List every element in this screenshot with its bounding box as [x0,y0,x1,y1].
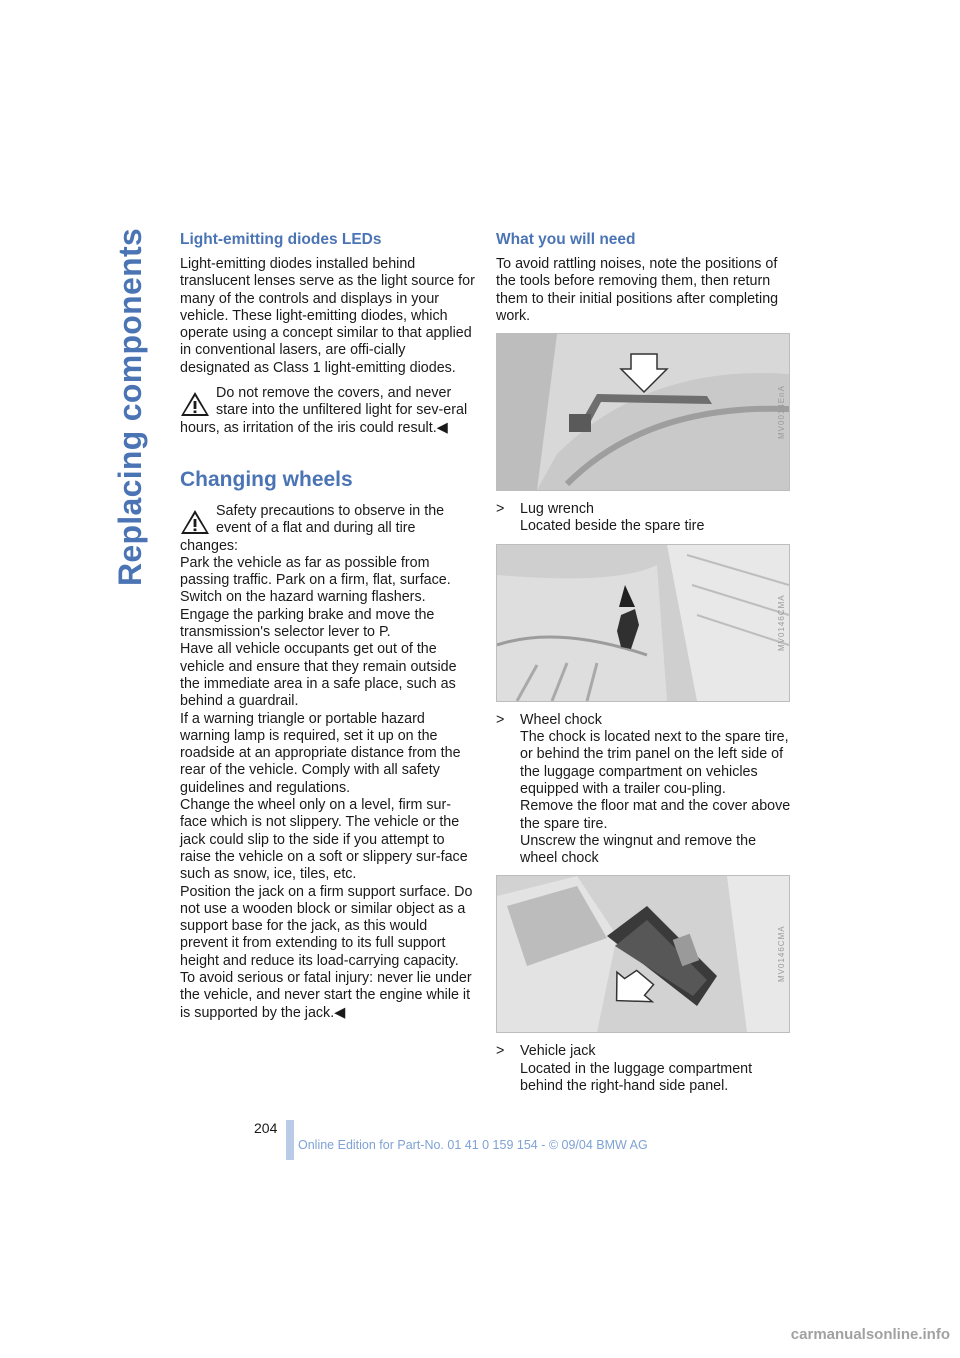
led-paragraph: Light-emitting diodes installed behind translucent lenses serve as the light source for many of the controls and displays in your vehicle. These light-emitting diodes, which operate using a concept similar to that applied in conventional lasers, are offi-cially designated as Class 1 light-emitting diodes. [180,256,475,376]
item-line: Unscrew the wingnut and remove the wheel chock [520,832,757,867]
bullet-marker: > [496,501,505,518]
wheels-warning [180,503,476,1022]
led-heading: Light-emitting diodes LEDs [180,231,382,248]
led-warning [180,385,476,437]
page-number: 204 [254,1120,278,1136]
right-column [496,230,792,1095]
wheels-line: Position the jack on a firm support surface. Do not use a wooden block or similar object as a support base for the jack, as this would prevent it from extending to its full support height and reduce its load-carrying capacity. [180,883,473,969]
wheel-chock-photo [496,544,790,702]
warning-triangle-icon [180,509,210,535]
image-code: MV0146CMA [777,594,786,652]
wheels-line: Park the vehicle as far as possible from passing traffic. Park on a firm, flat, surface. [180,554,451,589]
section-side-title [112,228,156,588]
item-line: The chock is located next to the spare tire, or behind the trim panel on the left side of the luggage compartment on vehicles equipped with a trailer cou-pling. [520,729,789,797]
lug-wrench-photo [496,333,790,491]
item-line: Vehicle jack [520,1043,596,1060]
left-column [180,230,476,1022]
list-item [496,712,792,868]
wheels-line: Engage the parking brake and move the transmission's selector lever to P. [180,606,435,641]
site-watermark: carmanualsonline.info [790,1326,950,1343]
item-line: Remove the floor mat and the cover above the spare tire. [520,798,791,832]
wheels-warning-intro: Safety precautions to observe in the event of a flat and during all tire changes: [180,502,445,554]
what-you-need-heading: What you will need [496,231,636,248]
item-line: Wheel chock [520,711,602,728]
image-code: MV0014EnA [777,385,786,440]
item-line: Located in the luggage compartment behind the right-hand side panel. [520,1060,753,1095]
bullet-marker: > [496,711,505,728]
vehicle-jack-photo [496,875,790,1033]
list-item [496,1043,792,1095]
list-item [496,501,792,536]
what-you-need-text: To avoid rattling noises, note the positions of the tools before removing them, then return them to their initial positions after completing work. [496,256,779,324]
led-warning-text: Do not remove the covers, and never stare into the unfiltered light for sev-eral hours, as irritation of the iris could result.◀ [180,385,468,436]
bullet-marker: > [496,1043,505,1060]
changing-wheels-heading: Changing wheels [180,467,353,491]
section-side-title-text: Replacing components [112,228,148,587]
wheels-line: Have all vehicle occupants get out of the vehicle and ensure that they remain outside the immediate area in a safe place, such as behind a guardrail. [180,641,457,710]
image-code: MV0146CMA [777,926,786,983]
wheels-line: Switch on the hazard warning flashers. [180,589,426,606]
edition-footer: Online Edition for Part-No. 01 41 0 159 154 - © 09/04 BMW AG [298,1138,648,1152]
footer-accent-bar [286,1120,294,1160]
wheels-line: To avoid serious or fatal injury: never lie under the vehicle, and never start the engine while it is supported by the jack.◀ [180,969,472,1021]
wheels-line: Change the wheel only on a level, firm sur-face which is not slippery. The vehicle or the jack could slip to the side if you attempt to raise the vehicle on a soft or slippery sur-face such as snow, ice, tiles, etc. [180,797,468,883]
wheels-line: If a warning triangle or portable hazard warning lamp is required, set it up on the roadside at an appropriate distance from the rear of the vehicle. Comply with all safety guidelines and regulations. [180,710,461,796]
item-line: Located beside the spare tire [520,518,705,535]
warning-triangle-icon [180,391,210,417]
item-line: Lug wrench [520,501,594,518]
